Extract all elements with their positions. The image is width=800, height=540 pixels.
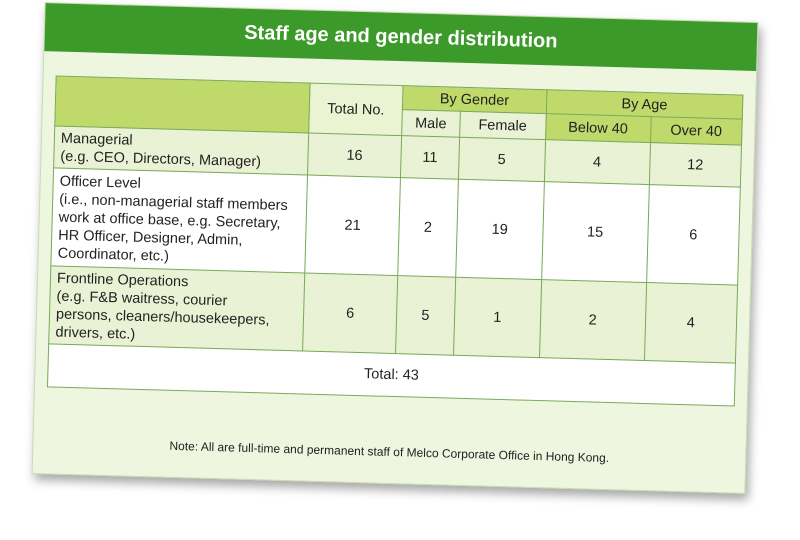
header-by-gender: By Gender xyxy=(402,86,546,114)
cell-male: 11 xyxy=(400,136,459,180)
header-female: Female xyxy=(459,111,546,139)
row-label-managerial xyxy=(54,126,309,175)
footnote: Note: All are full-time and permanent staff of Melco Corporate Office in Hong Kong. xyxy=(169,438,610,466)
row-label-frontline xyxy=(49,266,305,351)
staff-table xyxy=(47,75,743,406)
cell-over-40: 12 xyxy=(649,143,742,188)
cell-below-40: 4 xyxy=(544,140,650,185)
row-label-line: drivers, etc.) xyxy=(55,324,136,343)
row-label-line: persons, cleaners/housekeepers, xyxy=(55,306,270,329)
cell-female: 5 xyxy=(458,137,545,181)
cell-below-40: 15 xyxy=(541,182,649,283)
row-label-line: HR Officer, Designer, Admin, xyxy=(58,227,243,249)
row-label-officer-level xyxy=(51,168,308,273)
cell-over-40: 4 xyxy=(644,283,738,364)
row-label-line: Managerial xyxy=(60,130,133,149)
row-label-line: Frontline Operations xyxy=(56,270,189,290)
cell-below-40: 2 xyxy=(539,280,646,361)
card-title: Staff age and gender distribution xyxy=(44,3,757,71)
header-total-no: Total No. xyxy=(309,83,403,136)
cell-over-40: 6 xyxy=(646,185,740,286)
header-male: Male xyxy=(402,110,460,138)
row-label-line: work at office base, e.g. Secretary, xyxy=(58,209,281,232)
header-over-40: Over 40 xyxy=(650,117,742,146)
cell-male: 5 xyxy=(396,276,456,356)
cell-female: 1 xyxy=(453,277,541,357)
cell-total: 21 xyxy=(305,175,401,276)
header-row-1 xyxy=(56,76,743,119)
header-blank-cell xyxy=(55,76,310,133)
table-row xyxy=(51,168,740,285)
row-label-line: (e.g. F&B waitress, courier xyxy=(56,288,228,309)
total-count: Total: 43 xyxy=(47,344,735,406)
header-by-age: By Age xyxy=(546,90,743,119)
distribution-card xyxy=(32,2,759,494)
header-below-40: Below 40 xyxy=(545,114,651,143)
row-label-line: Officer Level xyxy=(59,173,142,192)
cell-total: 16 xyxy=(308,133,402,178)
row-label-line: (i.e., non-managerial staff members xyxy=(59,191,288,214)
row-label-line: Coordinator, etc.) xyxy=(57,245,170,265)
cell-male: 2 xyxy=(398,178,458,278)
cell-total: 6 xyxy=(303,273,398,354)
row-label-line: (e.g. CEO, Directors, Manager) xyxy=(60,148,262,170)
cell-female: 19 xyxy=(455,179,544,279)
